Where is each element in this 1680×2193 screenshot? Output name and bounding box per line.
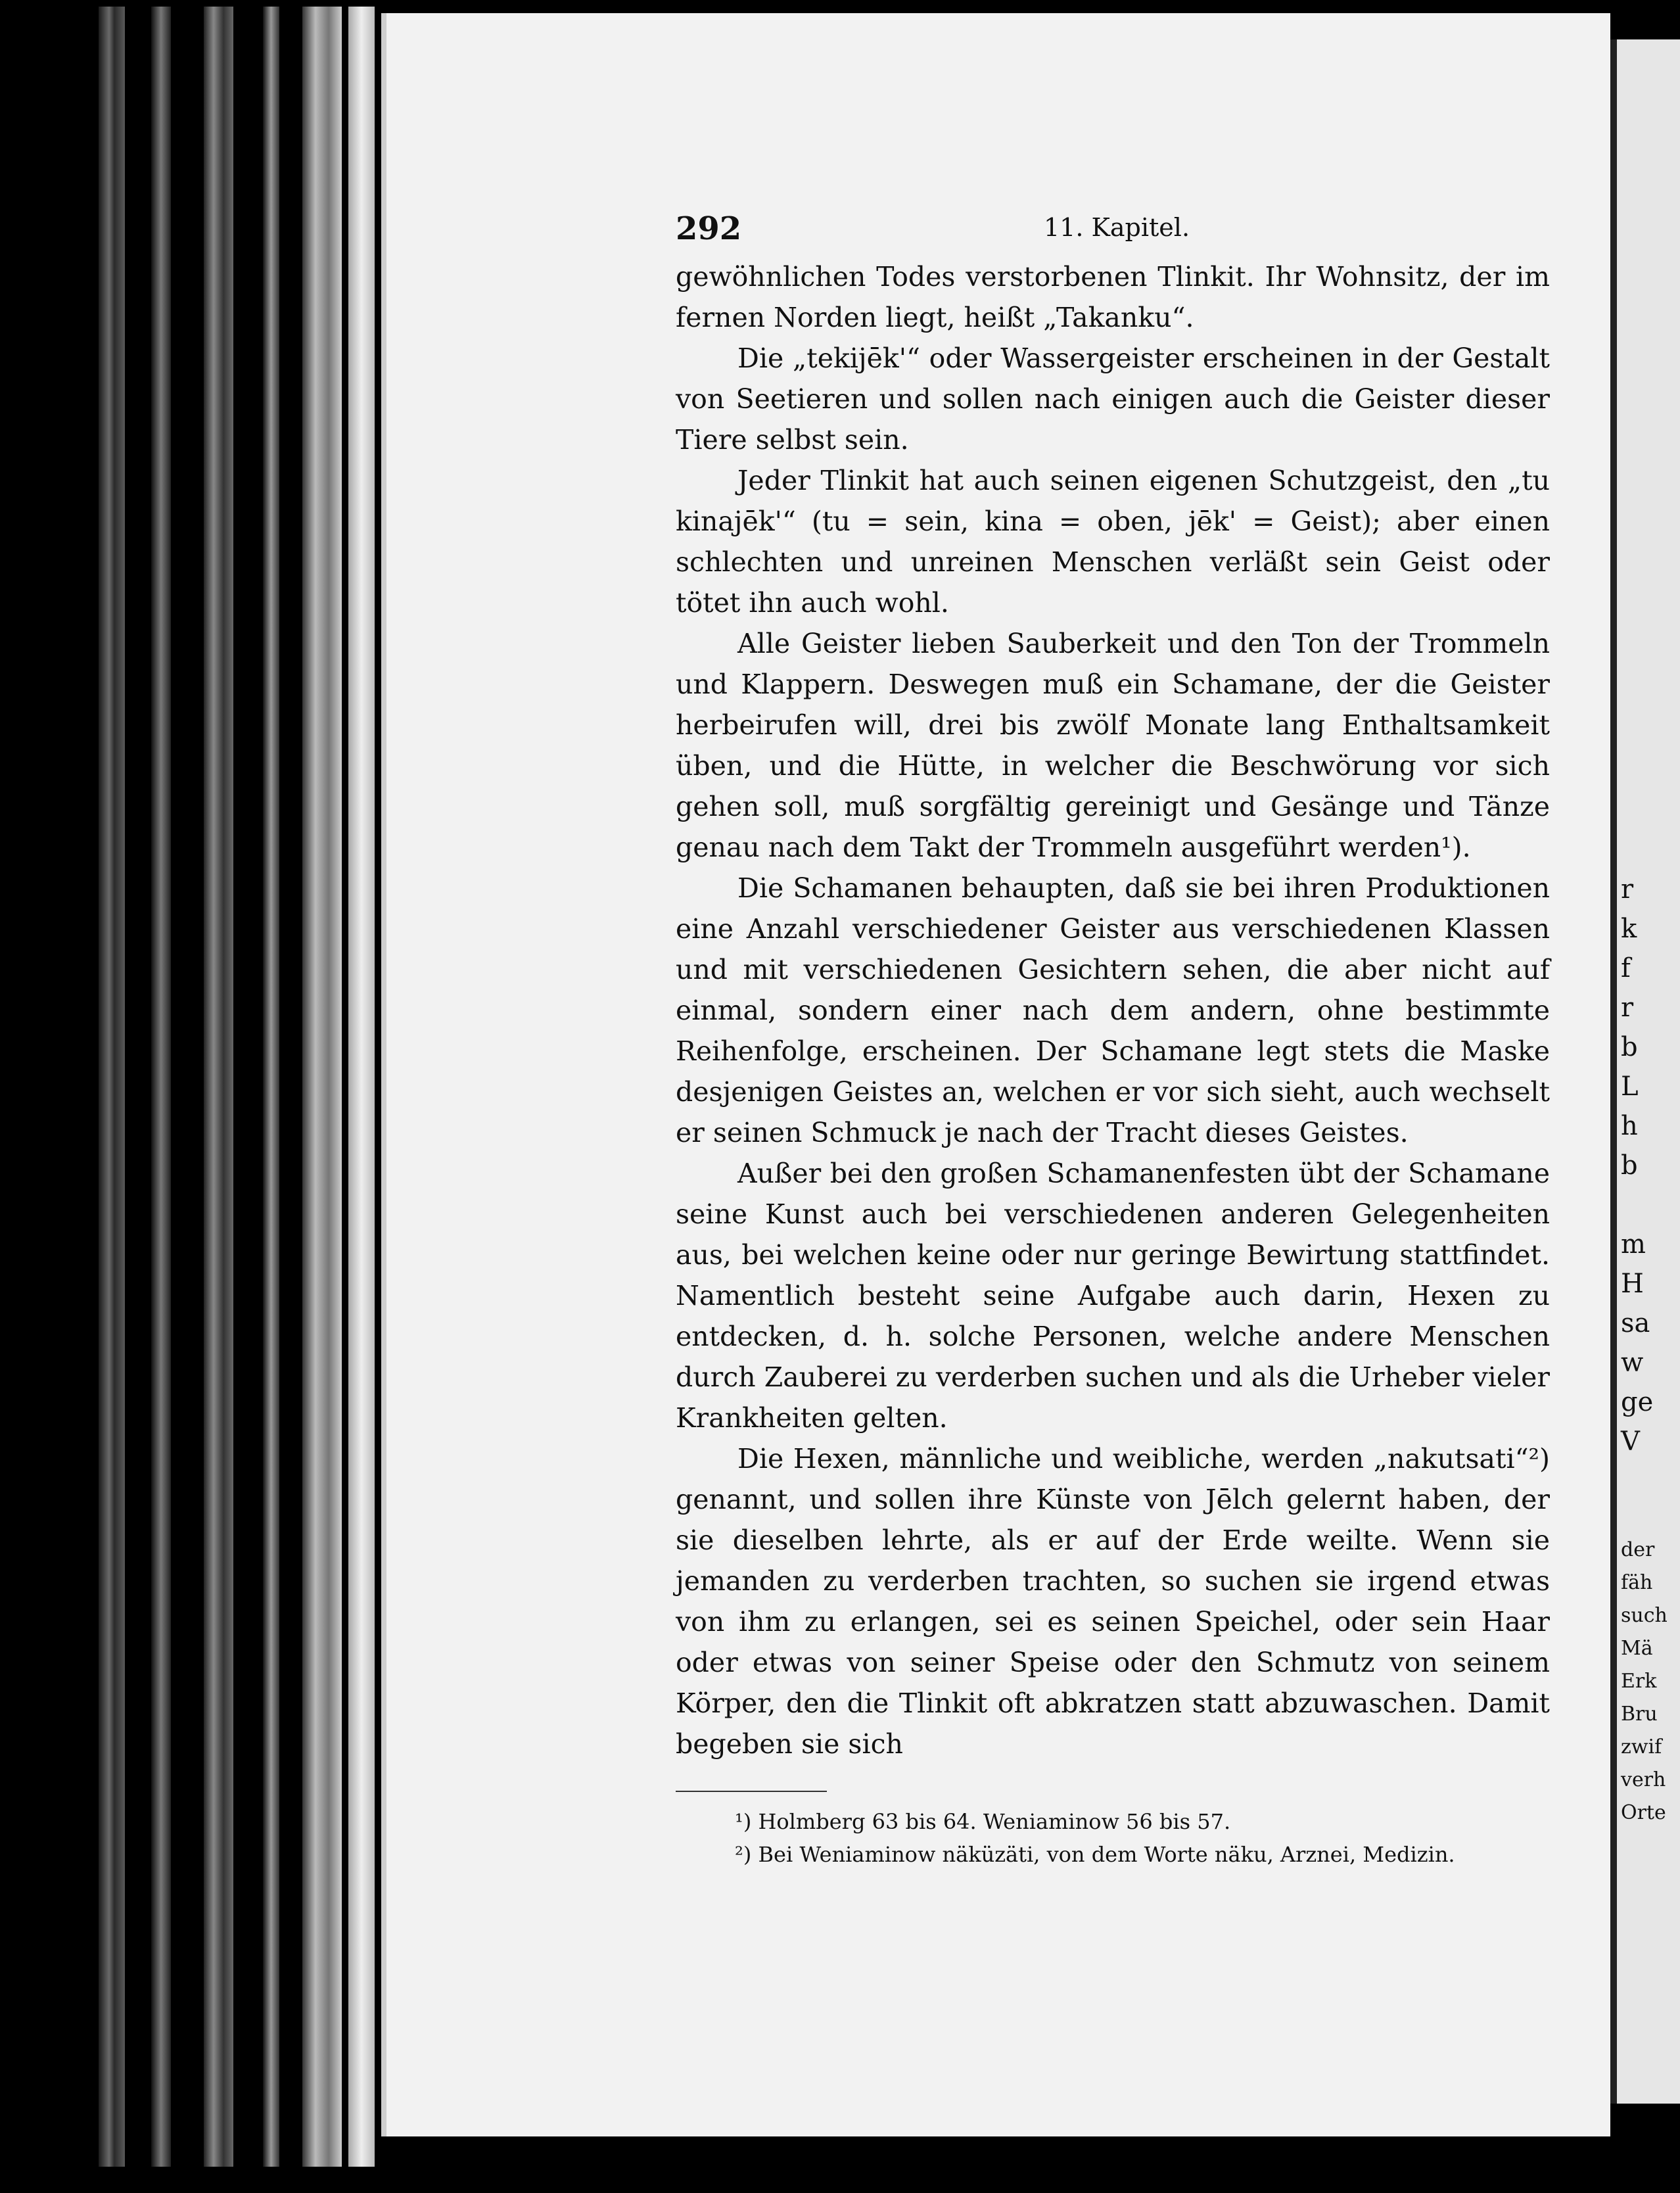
page-edge xyxy=(151,7,171,2167)
next-page-fragment: zwif xyxy=(1621,1735,1662,1758)
paragraph: Alle Geister lieben Sauberkeit und den Ton der Trommeln und Klappern. Deswegen muß ein Schamane, der die Geister herbeirufen will, drei bis zwölf Monate lang Enthaltsamkeit üben, und die Hütte, in welcher die Beschwörung vor sich gehen soll, muß sorgfältig gereinigt und Gesänge und Tänze genau nach dem Takt der Trommeln ausgeführt werden¹). xyxy=(676,628,1550,863)
next-page-fragment: V xyxy=(1621,1427,1640,1457)
next-page-fragment: k xyxy=(1621,914,1637,944)
page-number: 292 xyxy=(676,210,742,247)
next-page-fragment: b xyxy=(1621,1032,1638,1062)
chapter-title: 11. Kapitel. xyxy=(1044,213,1190,242)
next-page-fragment: fäh xyxy=(1621,1571,1653,1594)
page-edge xyxy=(263,7,279,2167)
footnote: ¹) Holmberg 63 bis 64. Weniaminow 56 bis 57. xyxy=(735,1809,1231,1834)
paragraph: Die „tekijēk'“ oder Wassergeister erscheinen in der Gestalt von Seetieren und sollen nach einigen auch die Geister dieser Tiere selbst sein. xyxy=(676,342,1550,456)
next-page-fragment: verh xyxy=(1621,1768,1666,1791)
next-page-fragment: m xyxy=(1621,1229,1646,1260)
paragraph: Die Schamanen behaupten, daß sie bei ihren Produktionen eine Anzahl verschiedener Geister aus verschiedenen Klassen und mit verschiedenen Gesichtern sehen, die aber nicht auf einmal, sondern einer nach dem andern, ohne bestimmte Reihenfolge, erscheinen. Der Schamane legt stets die Maske desjenigen Geistes an, welchen er vor sich sieht, auch wechselt er seinen Schmuck je nach der Tracht dieses Geistes. xyxy=(676,872,1550,1148)
book-page xyxy=(381,13,1610,2136)
next-page-fragment: Erk xyxy=(1621,1670,1657,1693)
page-edge xyxy=(204,7,233,2167)
next-page-fragment: Bru xyxy=(1621,1703,1658,1726)
page-content xyxy=(676,210,1550,1871)
next-page-fragment: Mä xyxy=(1621,1637,1653,1660)
footnotes xyxy=(676,1805,1550,1871)
page-edge xyxy=(302,7,342,2167)
paragraph: Jeder Tlinkit hat auch seinen eigenen Schutzgeist, den „tu kinajēk'“ (tu = sein, kina = oben, jēk' = Geist); aber einen schlechten und unreinen Menschen verläßt sein Geist oder tötet ihn auch wohl. xyxy=(676,465,1550,619)
running-head xyxy=(676,210,1550,256)
next-page-fragment: f xyxy=(1621,953,1631,983)
paragraph: gewöhnlichen Todes verstorbenen Tlinkit. Ihr Wohnsitz, der im fernen Norden liegt, heißt „Takanku“. xyxy=(676,261,1550,333)
footnote: ²) Bei Weniaminow näküzäti, von dem Worte näku, Arznei, Medizin. xyxy=(735,1842,1455,1867)
paragraph: Außer bei den großen Schamanenfesten übt der Schamane seine Kunst auch bei verschiedenen anderen Gelegenheiten aus, bei welchen keine oder nur geringe Bewirtung stattfindet. Namentlich besteht seine Aufgabe auch darin, Hexen zu entdecken, d. h. solche Personen, welche andere Menschen durch Zauberei zu verderben suchen und als die Urheber vieler Krankheiten gelten. xyxy=(676,1158,1550,1434)
next-page-fragment: ge xyxy=(1621,1387,1654,1417)
page-edge xyxy=(348,7,375,2167)
next-page-fragment: r xyxy=(1621,874,1634,905)
next-page-fragment: such xyxy=(1621,1604,1668,1627)
body-text xyxy=(676,256,1550,1764)
next-page-fragment: H xyxy=(1621,1269,1644,1299)
next-page-fragment: r xyxy=(1621,993,1634,1023)
next-page-fragment: Orte xyxy=(1621,1801,1666,1824)
next-page-fragment: der xyxy=(1621,1538,1655,1561)
next-page-edge xyxy=(1610,39,1680,2104)
next-page-fragment: b xyxy=(1621,1150,1638,1181)
next-page-fragment: L xyxy=(1621,1072,1639,1102)
paragraph: Die Hexen, männliche und weibliche, werden „nakutsati“²) genannt, und sollen ihre Künste von Jēlch gelernt haben, der sie dieselben lehrte, als er auf der Erde weilte. Wenn sie jemanden zu verderben trachten, so suchen sie irgend etwas von ihm zu erlangen, sei es seinen Speichel, oder sein Haar oder etwas von seiner Speise oder den Schmutz von seinem Körper, den die Tlinkit oft abkratzen statt abzuwaschen. Damit begeben sie sich xyxy=(676,1443,1550,1760)
footnote-divider xyxy=(676,1791,827,1792)
page-edge xyxy=(99,7,125,2167)
next-page-fragment: h xyxy=(1621,1111,1638,1141)
next-page-fragment: w xyxy=(1621,1348,1644,1378)
next-page-fragment: sa xyxy=(1621,1308,1650,1338)
